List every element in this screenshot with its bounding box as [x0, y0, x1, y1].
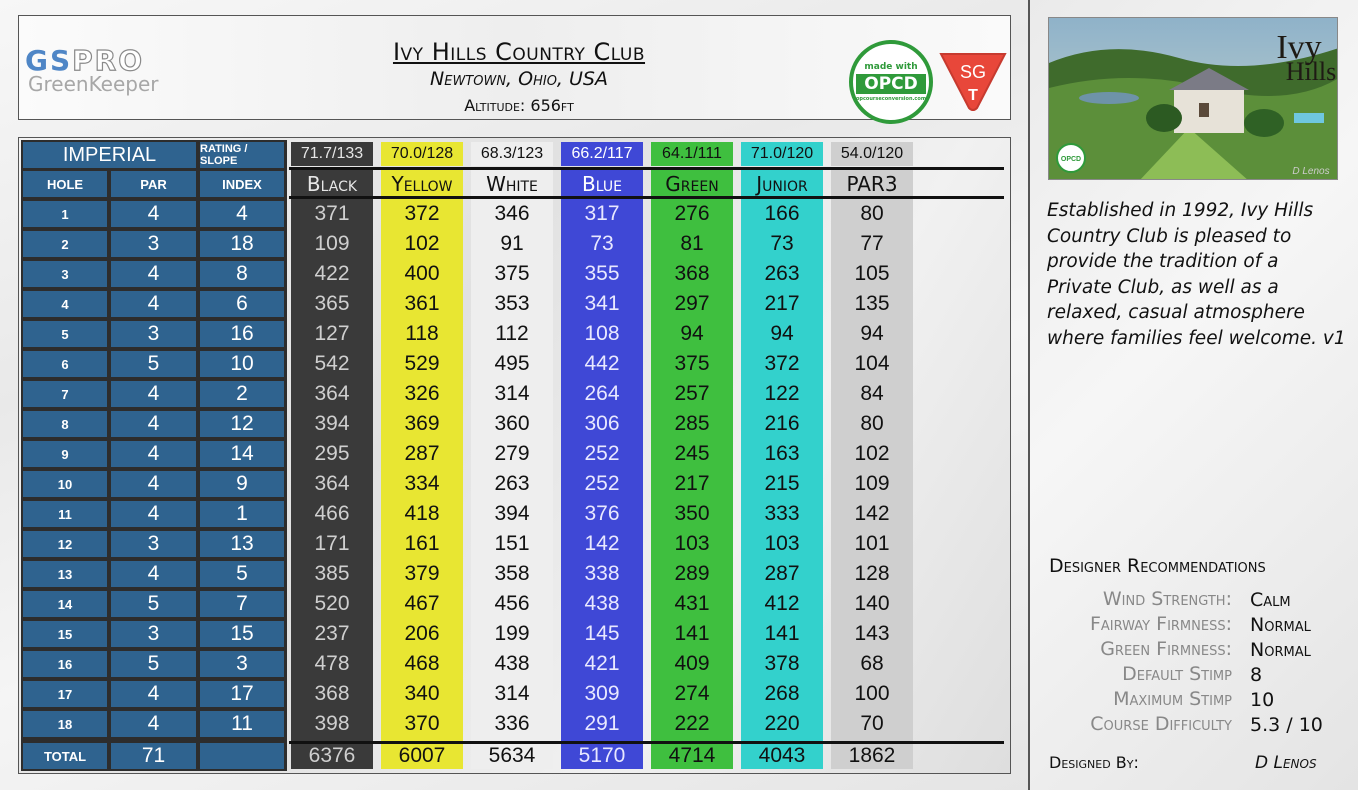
- hole-par: 3: [111, 321, 196, 347]
- tee-column: [291, 168, 373, 769]
- tee-name: Junior: [756, 172, 808, 196]
- hole-index: 12: [200, 411, 284, 437]
- tee-rating-slope: 66.2/117: [561, 142, 643, 166]
- recommendation-value: 8: [1250, 664, 1263, 686]
- tee-column: [561, 168, 643, 769]
- svg-text:T: T: [968, 87, 978, 104]
- hole-yardage: 263: [764, 262, 800, 285]
- hole-index: 13: [200, 531, 284, 557]
- hole-yardage: 252: [584, 472, 620, 495]
- hole-yardage: 268: [764, 682, 800, 705]
- hole-number: 7: [23, 381, 107, 407]
- hole-yardage: 100: [854, 682, 890, 705]
- hole-yardage: 287: [764, 562, 800, 585]
- hole-yardage: 122: [764, 382, 800, 405]
- tee-rating-slope: 54.0/120: [831, 142, 913, 166]
- hole-yardage: 398: [314, 712, 350, 735]
- hole-yardage: 161: [404, 532, 440, 555]
- hole-par: 4: [111, 411, 196, 437]
- hole-yardage: 355: [584, 262, 620, 285]
- hole-par: 4: [111, 681, 196, 707]
- club-name: Ivy Hills Country Club: [392, 38, 646, 66]
- recommendation-value: 5.3 / 10: [1250, 714, 1323, 736]
- hole-par: 4: [111, 291, 196, 317]
- recommendation-value: Calm: [1250, 589, 1291, 611]
- hole-yardage: 103: [674, 532, 710, 555]
- sgt-logo-icon: [937, 48, 1009, 112]
- course-description: Established in 1992, Ivy Hills Country Club is pleased to provide the tradition of a Private Club, as well as a relaxed, casual atmosphere where families feel welcome. v1: [1047, 200, 1346, 349]
- hole-yardage: 365: [314, 292, 350, 315]
- tee-total-yardage: 5634: [488, 744, 536, 767]
- hole-yardage: 103: [764, 532, 800, 555]
- hole-yardage: 118: [405, 322, 439, 345]
- hole-yardage: 317: [584, 202, 620, 225]
- hole-yardage: 245: [674, 442, 710, 465]
- svg-text:OPCD: OPCD: [1060, 156, 1082, 163]
- tee-column: [471, 168, 553, 769]
- hole-yardage: 529: [404, 352, 440, 375]
- hole-par: 4: [111, 501, 196, 527]
- hole-yardage: 199: [494, 622, 530, 645]
- tee-name: Green: [665, 172, 719, 196]
- hole-index: 6: [200, 291, 284, 317]
- tee-total-yardage: 1862: [848, 744, 896, 767]
- hole-yardage: 112: [495, 322, 529, 345]
- hole-yardage: 94: [680, 322, 704, 345]
- hole-yardage: 257: [674, 382, 710, 405]
- hole-par: 4: [111, 261, 196, 287]
- hole-yardage: 108: [584, 322, 620, 345]
- hole-yardage: 279: [494, 442, 530, 465]
- hole-yardage: 372: [764, 352, 800, 375]
- hole-index: 16: [200, 321, 284, 347]
- hole-yardage: 70: [860, 712, 884, 735]
- tee-name: Yellow: [391, 172, 453, 196]
- title-block: [319, 38, 719, 115]
- hole-yardage: 80: [860, 202, 884, 225]
- hole-number: 10: [23, 471, 107, 497]
- recommendation-value: 10: [1250, 689, 1275, 711]
- hole-yardage: 468: [404, 652, 440, 675]
- hole-yardage: 372: [404, 202, 440, 225]
- index-header: INDEX: [200, 171, 284, 197]
- tee-column: [381, 168, 463, 769]
- hole-yardage: 109: [314, 232, 350, 255]
- recommendation-row: [1040, 613, 1350, 638]
- hole-yardage: 287: [404, 442, 440, 465]
- hole-yardage: 394: [494, 502, 530, 525]
- hole-par: 4: [111, 441, 196, 467]
- hole-yardage: 141: [674, 622, 710, 645]
- hole-yardage: 385: [314, 562, 350, 585]
- hole-yardage: 289: [674, 562, 710, 585]
- hole-yardage: 217: [764, 292, 800, 315]
- hole-yardage: 105: [854, 262, 890, 285]
- hole-yardage: 127: [314, 322, 350, 345]
- hole-yardage: 466: [314, 502, 350, 525]
- hole-number: 13: [23, 561, 107, 587]
- hole-yardage: 409: [674, 652, 710, 675]
- hole-yardage: 206: [404, 622, 440, 645]
- hole-yardage: 369: [404, 412, 440, 435]
- hole-par: 4: [111, 711, 196, 737]
- hole-yardage: 237: [314, 622, 350, 645]
- hole-yardage: 128: [854, 562, 890, 585]
- hole-yardage: 422: [314, 262, 350, 285]
- hole-yardage: 400: [404, 262, 440, 285]
- hole-yardage: 368: [674, 262, 710, 285]
- hole-index: 17: [200, 681, 284, 707]
- hole-number: 11: [23, 501, 107, 527]
- hole-index: 3: [200, 651, 284, 677]
- hole-yardage: 166: [764, 202, 800, 225]
- hole-yardage: 94: [770, 322, 794, 345]
- hole-yardage: 326: [404, 382, 440, 405]
- hole-yardage: 336: [494, 712, 530, 735]
- hole-yardage: 421: [584, 652, 620, 675]
- hole-yardage: 431: [674, 592, 710, 615]
- hole-yardage: 77: [860, 232, 884, 255]
- par-header: PAR: [111, 171, 196, 197]
- recommendation-value: Normal: [1250, 639, 1311, 661]
- hole-yardage: 379: [404, 562, 440, 585]
- hole-yardage: 378: [764, 652, 800, 675]
- hole-yardage: 73: [770, 232, 794, 255]
- hole-number: 9: [23, 441, 107, 467]
- hole-yardage: 295: [314, 442, 350, 465]
- hole-yardage: 222: [674, 712, 710, 735]
- svg-text:Ivy: Ivy: [1276, 29, 1322, 66]
- hole-yardage: 215: [764, 472, 800, 495]
- tee-column: [741, 168, 823, 769]
- tee-total-yardage: 6376: [308, 744, 356, 767]
- hole-yardage: 109: [854, 472, 890, 495]
- recommendation-label: Fairway Firmness:: [1089, 613, 1232, 635]
- tee-rating-slope: 68.3/123: [471, 142, 553, 166]
- recommendation-label: Default Stimp: [1122, 663, 1232, 685]
- recommendations-title: Designer Recommendations: [1049, 555, 1266, 577]
- club-altitude: Altitude: 656ft: [464, 96, 574, 115]
- hole-par: 4: [111, 381, 196, 407]
- hole-par: 4: [111, 471, 196, 497]
- hole-number: 18: [23, 711, 107, 737]
- hole-index: 14: [200, 441, 284, 467]
- hole-yardage: 442: [584, 352, 620, 375]
- hole-par: 3: [111, 621, 196, 647]
- hole-yardage: 171: [314, 532, 350, 555]
- hole-header: HOLE: [23, 171, 107, 197]
- svg-text:Hills: Hills: [1285, 57, 1337, 86]
- hole-number: 4: [23, 291, 107, 317]
- hole-yardage: 333: [764, 502, 800, 525]
- recommendation-value: Normal: [1250, 614, 1311, 636]
- hole-index: 10: [200, 351, 284, 377]
- hole-number: 16: [23, 651, 107, 677]
- tee-total-yardage: 5170: [578, 744, 626, 767]
- hole-yardage: 141: [764, 622, 800, 645]
- total-par: 71: [111, 743, 196, 769]
- hole-yardage: 163: [764, 442, 800, 465]
- tee-rating-slope: 70.0/128: [381, 142, 463, 166]
- gspro-logo: GSPRO: [25, 44, 145, 77]
- hole-yardage: 376: [584, 502, 620, 525]
- hole-yardage: 145: [584, 622, 620, 645]
- recommendation-label: Maximum Stimp: [1113, 688, 1232, 710]
- hole-yardage: 368: [314, 682, 350, 705]
- hole-yardage: 252: [584, 442, 620, 465]
- hole-yardage: 456: [494, 592, 530, 615]
- hole-yardage: 81: [680, 232, 704, 255]
- hole-yardage: 438: [494, 652, 530, 675]
- tee-total-yardage: 4043: [758, 744, 806, 767]
- hole-index: 15: [200, 621, 284, 647]
- hole-yardage: 338: [584, 562, 620, 585]
- tee-name: Blue: [582, 172, 622, 196]
- hole-yardage: 140: [854, 592, 890, 615]
- recommendation-row: [1040, 688, 1350, 713]
- header: [18, 15, 1011, 120]
- tee-total-yardage: 6007: [398, 744, 446, 767]
- hole-par: 4: [111, 201, 196, 227]
- hole-index: 1: [200, 501, 284, 527]
- scorecard-table: [18, 137, 1011, 774]
- hole-yardage: 84: [860, 382, 884, 405]
- hole-number: 14: [23, 591, 107, 617]
- hole-yardage: 220: [764, 712, 800, 735]
- rating-slope-label: RATING / SLOPE: [200, 142, 284, 168]
- total-divider: [289, 741, 1004, 744]
- hole-yardage: 314: [494, 382, 530, 405]
- hole-number: 6: [23, 351, 107, 377]
- hole-par: 3: [111, 231, 196, 257]
- hole-yardage: 467: [404, 592, 440, 615]
- hole-yardage: 340: [404, 682, 440, 705]
- hole-index: 7: [200, 591, 284, 617]
- hole-index: 5: [200, 561, 284, 587]
- hole-yardage: 334: [404, 472, 440, 495]
- hole-number: 2: [23, 231, 107, 257]
- recommendation-label: Wind Strength:: [1102, 588, 1232, 610]
- hole-yardage: 263: [494, 472, 530, 495]
- hole-yardage: 341: [584, 292, 620, 315]
- hole-yardage: 291: [584, 712, 620, 735]
- hole-yardage: 364: [314, 472, 350, 495]
- hole-yardage: 264: [584, 382, 620, 405]
- recommendation-row: [1040, 713, 1350, 738]
- hole-yardage: 91: [500, 232, 524, 255]
- hole-yardage: 360: [494, 412, 530, 435]
- header-divider-bottom: [289, 196, 1004, 199]
- hole-par: 3: [111, 531, 196, 557]
- opcd-badge-icon: made with OPCD opcourseconversion.com: [849, 40, 933, 124]
- hole-yardage: 142: [584, 532, 620, 555]
- hole-yardage: 135: [854, 292, 890, 315]
- hole-yardage: 80: [860, 412, 884, 435]
- tee-total-yardage: 4714: [668, 744, 716, 767]
- club-location: Newtown, Ohio, USA: [430, 68, 608, 90]
- hole-yardage: 438: [584, 592, 620, 615]
- hole-par: 5: [111, 651, 196, 677]
- hole-yardage: 68: [860, 652, 884, 675]
- hole-yardage: 306: [584, 412, 620, 435]
- tee-rating-slope: 64.1/111: [651, 142, 733, 166]
- hole-yardage: 285: [674, 412, 710, 435]
- hole-yardage: 495: [494, 352, 530, 375]
- hole-number: 3: [23, 261, 107, 287]
- hole-yardage: 350: [674, 502, 710, 525]
- hole-yardage: 370: [404, 712, 440, 735]
- course-photo: [1048, 17, 1338, 180]
- tee-column: [831, 168, 913, 769]
- units-label: IMPERIAL: [23, 142, 196, 168]
- hole-yardage: 364: [314, 382, 350, 405]
- hole-yardage: 375: [674, 352, 710, 375]
- hole-yardage: 478: [314, 652, 350, 675]
- hole-yardage: 314: [494, 682, 530, 705]
- recommendation-row: [1040, 663, 1350, 688]
- svg-text:SG: SG: [959, 62, 987, 82]
- hole-index: 8: [200, 261, 284, 287]
- hole-par: 5: [111, 351, 196, 377]
- hole-yardage: 102: [404, 232, 440, 255]
- recommendation-row: [1040, 638, 1350, 663]
- tee-name: Black: [306, 172, 358, 196]
- hole-yardage: 520: [314, 592, 350, 615]
- tee-name: PAR3: [846, 172, 898, 196]
- header-divider-top: [289, 167, 1004, 170]
- hole-yardage: 542: [314, 352, 350, 375]
- hole-par: 4: [111, 561, 196, 587]
- recommendation-label: Green Firmness:: [1100, 638, 1232, 660]
- hole-yardage: 394: [314, 412, 350, 435]
- hole-yardage: 151: [494, 532, 530, 555]
- hole-yardage: 101: [854, 532, 890, 555]
- hole-number: 5: [23, 321, 107, 347]
- hole-yardage: 309: [584, 682, 620, 705]
- hole-yardage: 375: [494, 262, 530, 285]
- hole-yardage: 94: [860, 322, 884, 345]
- hole-number: 15: [23, 621, 107, 647]
- tee-name: White: [486, 172, 538, 196]
- hole-number: 1: [23, 201, 107, 227]
- hole-index: 2: [200, 381, 284, 407]
- total-label: TOTAL: [23, 743, 107, 769]
- designed-by-label: Designed By:: [1049, 753, 1139, 772]
- tee-rating-slope: 71.7/133: [291, 142, 373, 166]
- hole-yardage: 361: [404, 292, 440, 315]
- hole-yardage: 358: [494, 562, 530, 585]
- hole-yardage: 418: [404, 502, 440, 525]
- hole-yardage: 73: [590, 232, 614, 255]
- hole-number: 12: [23, 531, 107, 557]
- tee-rating-slope: 71.0/120: [741, 142, 823, 166]
- greenkeeper-logo: GreenKeeper: [28, 72, 159, 96]
- hole-index: 11: [200, 711, 284, 737]
- hole-yardage: 217: [674, 472, 710, 495]
- recommendation-label: Course Difficulty: [1090, 713, 1232, 735]
- hole-index: 4: [200, 201, 284, 227]
- total-index-blank: [200, 743, 284, 769]
- hole-number: 8: [23, 411, 107, 437]
- hole-yardage: 104: [854, 352, 890, 375]
- hole-par: 5: [111, 591, 196, 617]
- hole-yardage: 102: [854, 442, 890, 465]
- hole-yardage: 297: [674, 292, 710, 315]
- recommendation-row: [1040, 588, 1350, 613]
- svg-text:D Lenos: D Lenos: [1292, 166, 1330, 177]
- hole-yardage: 276: [674, 202, 710, 225]
- hole-yardage: 143: [854, 622, 890, 645]
- hole-yardage: 142: [854, 502, 890, 525]
- hole-number: 17: [23, 681, 107, 707]
- designed-by-value: D Lenos: [1255, 753, 1317, 773]
- hole-yardage: 346: [494, 202, 530, 225]
- hole-index: 18: [200, 231, 284, 257]
- hole-yardage: 216: [764, 412, 800, 435]
- hole-index: 9: [200, 471, 284, 497]
- hole-yardage: 412: [764, 592, 800, 615]
- hole-yardage: 371: [314, 202, 350, 225]
- hole-yardage: 274: [674, 682, 710, 705]
- hole-yardage: 353: [494, 292, 530, 315]
- tee-column: [651, 168, 733, 769]
